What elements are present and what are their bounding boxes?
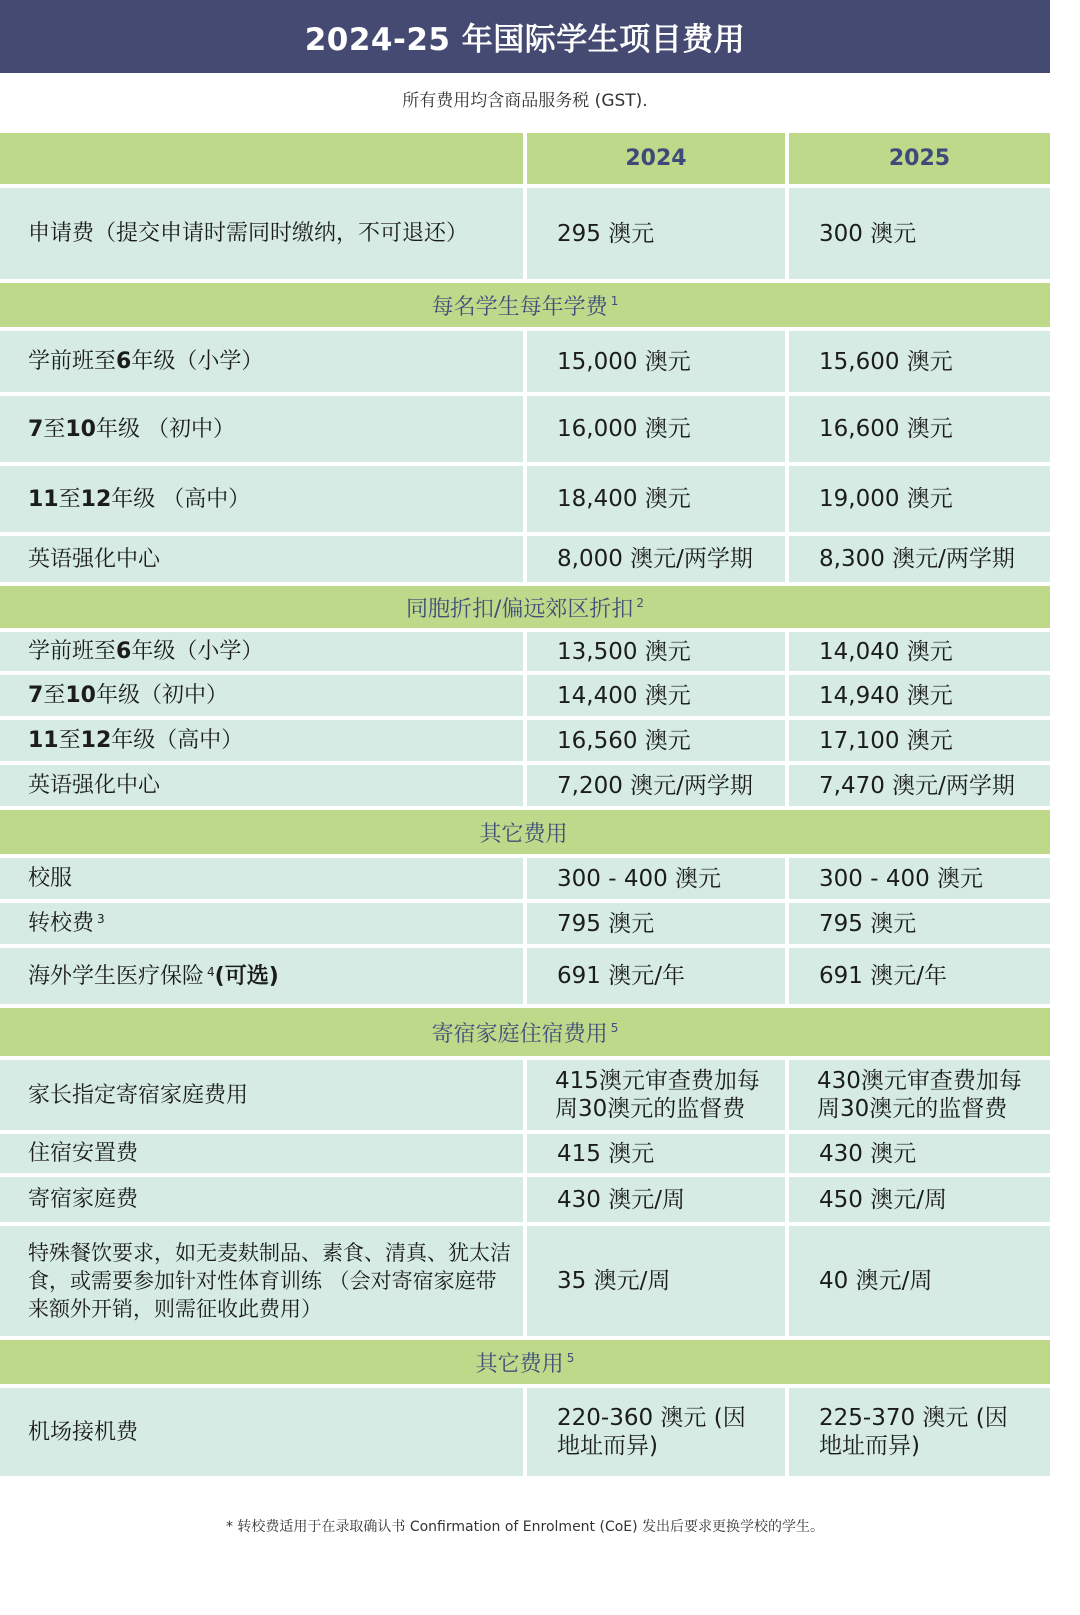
discount-row-label: 11 至 12 年级（高中） bbox=[0, 720, 523, 761]
other-fee-row bbox=[0, 948, 1050, 1004]
section-other-title: 其它费用 bbox=[479, 821, 568, 847]
tuition-row-label: 学前班至 6 年级（小学） bbox=[0, 331, 523, 392]
tuition-row bbox=[0, 536, 1050, 582]
section-discount-title: 同胞折扣/偏远郊区折扣 bbox=[405, 596, 634, 622]
homestay-row bbox=[0, 1134, 1050, 1173]
section-other2-title: 其它费用 bbox=[475, 1351, 564, 1377]
airport-pickup-row bbox=[0, 1388, 1050, 1476]
discount-row bbox=[0, 632, 1050, 671]
discount-2024: 16,560 澳元 bbox=[527, 720, 785, 761]
discount-row bbox=[0, 765, 1050, 806]
page-title: 2024-25 年国际学生项目费用 bbox=[0, 0, 1050, 73]
tuition-2025: 16,600 澳元 bbox=[789, 396, 1050, 462]
homestay-2025: 430 澳元 bbox=[789, 1134, 1050, 1173]
discount-row bbox=[0, 675, 1050, 716]
homestay-label: 家长指定寄宿家庭费用 bbox=[0, 1060, 523, 1130]
tuition-2024: 16,000 澳元 bbox=[527, 396, 785, 462]
tuition-2024: 15,000 澳元 bbox=[527, 331, 785, 392]
application-fee-2024: 295 澳元 bbox=[527, 188, 785, 279]
tuition-2024: 18,400 澳元 bbox=[527, 466, 785, 532]
section-other-fees bbox=[0, 810, 1050, 854]
other-fee-label: 转校费 $^3$ bbox=[0, 903, 523, 944]
discount-2024: 13,500 澳元 bbox=[527, 632, 785, 671]
other-fee-row bbox=[0, 858, 1050, 899]
homestay-2025: 450 澳元/周 bbox=[789, 1177, 1050, 1222]
application-fee-label: 申请费（提交申请时需同时缴纳，不可退还） bbox=[0, 188, 523, 279]
homestay-row bbox=[0, 1226, 1050, 1336]
application-fee-2025: 300 澳元 bbox=[789, 188, 1050, 279]
tuition-2025: 8,300 澳元/两学期 bbox=[789, 536, 1050, 582]
other-fee-2025: 300 - 400 澳元 bbox=[789, 858, 1050, 899]
tuition-row bbox=[0, 331, 1050, 392]
homestay-row bbox=[0, 1177, 1050, 1222]
gst-note: 所有费用均含商品服务税 (GST). bbox=[402, 91, 648, 111]
other-fee-2024: 795 澳元 bbox=[527, 903, 785, 944]
tuition-row-label: 7 至 10 年级 （初中） bbox=[0, 396, 523, 462]
homestay-2024: 35 澳元/周 bbox=[527, 1226, 785, 1336]
footnote-ref: 5 bbox=[610, 1021, 619, 1035]
section-homestay-title: 寄宿家庭住宿费用 bbox=[431, 1021, 608, 1047]
section-tuition bbox=[0, 283, 1050, 327]
other-fee-2025: 795 澳元 bbox=[789, 903, 1050, 944]
transfer-fee-footnote: * 转校费适用于在录取确认书 Confirmation of Enrolment (CoE) 发出后要求更换学校的学生。 bbox=[225, 1519, 825, 1535]
section-homestay bbox=[0, 1008, 1050, 1056]
tuition-row bbox=[0, 466, 1050, 532]
header-blank-cell bbox=[0, 133, 523, 184]
airport-pickup-2024: 220-360 澳元 (因地址而异) bbox=[527, 1388, 785, 1476]
discount-2025: 14,940 澳元 bbox=[789, 675, 1050, 716]
section-discount bbox=[0, 586, 1050, 628]
tuition-2025: 15,600 澳元 bbox=[789, 331, 1050, 392]
header-2025: 2025 bbox=[789, 133, 1050, 184]
tuition-2024: 8,000 澳元/两学期 bbox=[527, 536, 785, 582]
section-other-fees-2 bbox=[0, 1340, 1050, 1384]
homestay-2024: 415 澳元 bbox=[527, 1134, 785, 1173]
header-2024: 2024 bbox=[527, 133, 785, 184]
discount-2025: 14,040 澳元 bbox=[789, 632, 1050, 671]
airport-pickup-label: 机场接机费 bbox=[0, 1388, 523, 1476]
tuition-row-label: 英语强化中心 bbox=[0, 536, 523, 582]
homestay-2025: 430澳元审查费加每周30澳元的监督费 bbox=[789, 1060, 1050, 1130]
discount-row bbox=[0, 720, 1050, 761]
footnote-ref: 2 bbox=[636, 596, 645, 610]
homestay-label: 特殊餐饮要求，如无麦麸制品、素食、清真、犹太洁食，或需要参加针对性体育训练 （会对寄宿家庭带来额外开销，则需征收此费用） bbox=[0, 1226, 523, 1336]
airport-pickup-2025: 225-370 澳元 (因地址而异) bbox=[789, 1388, 1050, 1476]
table-header-row bbox=[0, 133, 1050, 184]
footnote-ref: 5 bbox=[566, 1351, 575, 1365]
homestay-label: 寄宿家庭费 bbox=[0, 1177, 523, 1222]
homestay-row bbox=[0, 1060, 1050, 1130]
tuition-row-label: 11 至 12 年级 （高中） bbox=[0, 466, 523, 532]
fee-table bbox=[0, 133, 1050, 1480]
tuition-row bbox=[0, 396, 1050, 462]
tuition-2025: 19,000 澳元 bbox=[789, 466, 1050, 532]
other-fee-2024: 691 澳元/年 bbox=[527, 948, 785, 1004]
other-fee-row bbox=[0, 903, 1050, 944]
discount-row-label: 英语强化中心 bbox=[0, 765, 523, 806]
discount-2025: 7,470 澳元/两学期 bbox=[789, 765, 1050, 806]
footnote-ref: 1 bbox=[610, 294, 619, 308]
application-fee-row bbox=[0, 188, 1050, 279]
section-tuition-title: 每名学生每年学费 bbox=[431, 294, 608, 320]
other-fee-label: 校服 bbox=[0, 858, 523, 899]
discount-2024: 14,400 澳元 bbox=[527, 675, 785, 716]
homestay-2024: 415澳元审查费加每周30澳元的监督费 bbox=[527, 1060, 785, 1130]
other-fee-label: 海外学生医疗保险 $^4$ (可选) bbox=[0, 948, 523, 1004]
discount-row-label: 7 至 10 年级（初中） bbox=[0, 675, 523, 716]
discount-2025: 17,100 澳元 bbox=[789, 720, 1050, 761]
discount-row-label: 学前班至 6 年级（小学） bbox=[0, 632, 523, 671]
other-fee-2024: 300 - 400 澳元 bbox=[527, 858, 785, 899]
discount-2024: 7,200 澳元/两学期 bbox=[527, 765, 785, 806]
homestay-2024: 430 澳元/周 bbox=[527, 1177, 785, 1222]
homestay-2025: 40 澳元/周 bbox=[789, 1226, 1050, 1336]
other-fee-2025: 691 澳元/年 bbox=[789, 948, 1050, 1004]
homestay-label: 住宿安置费 bbox=[0, 1134, 523, 1173]
